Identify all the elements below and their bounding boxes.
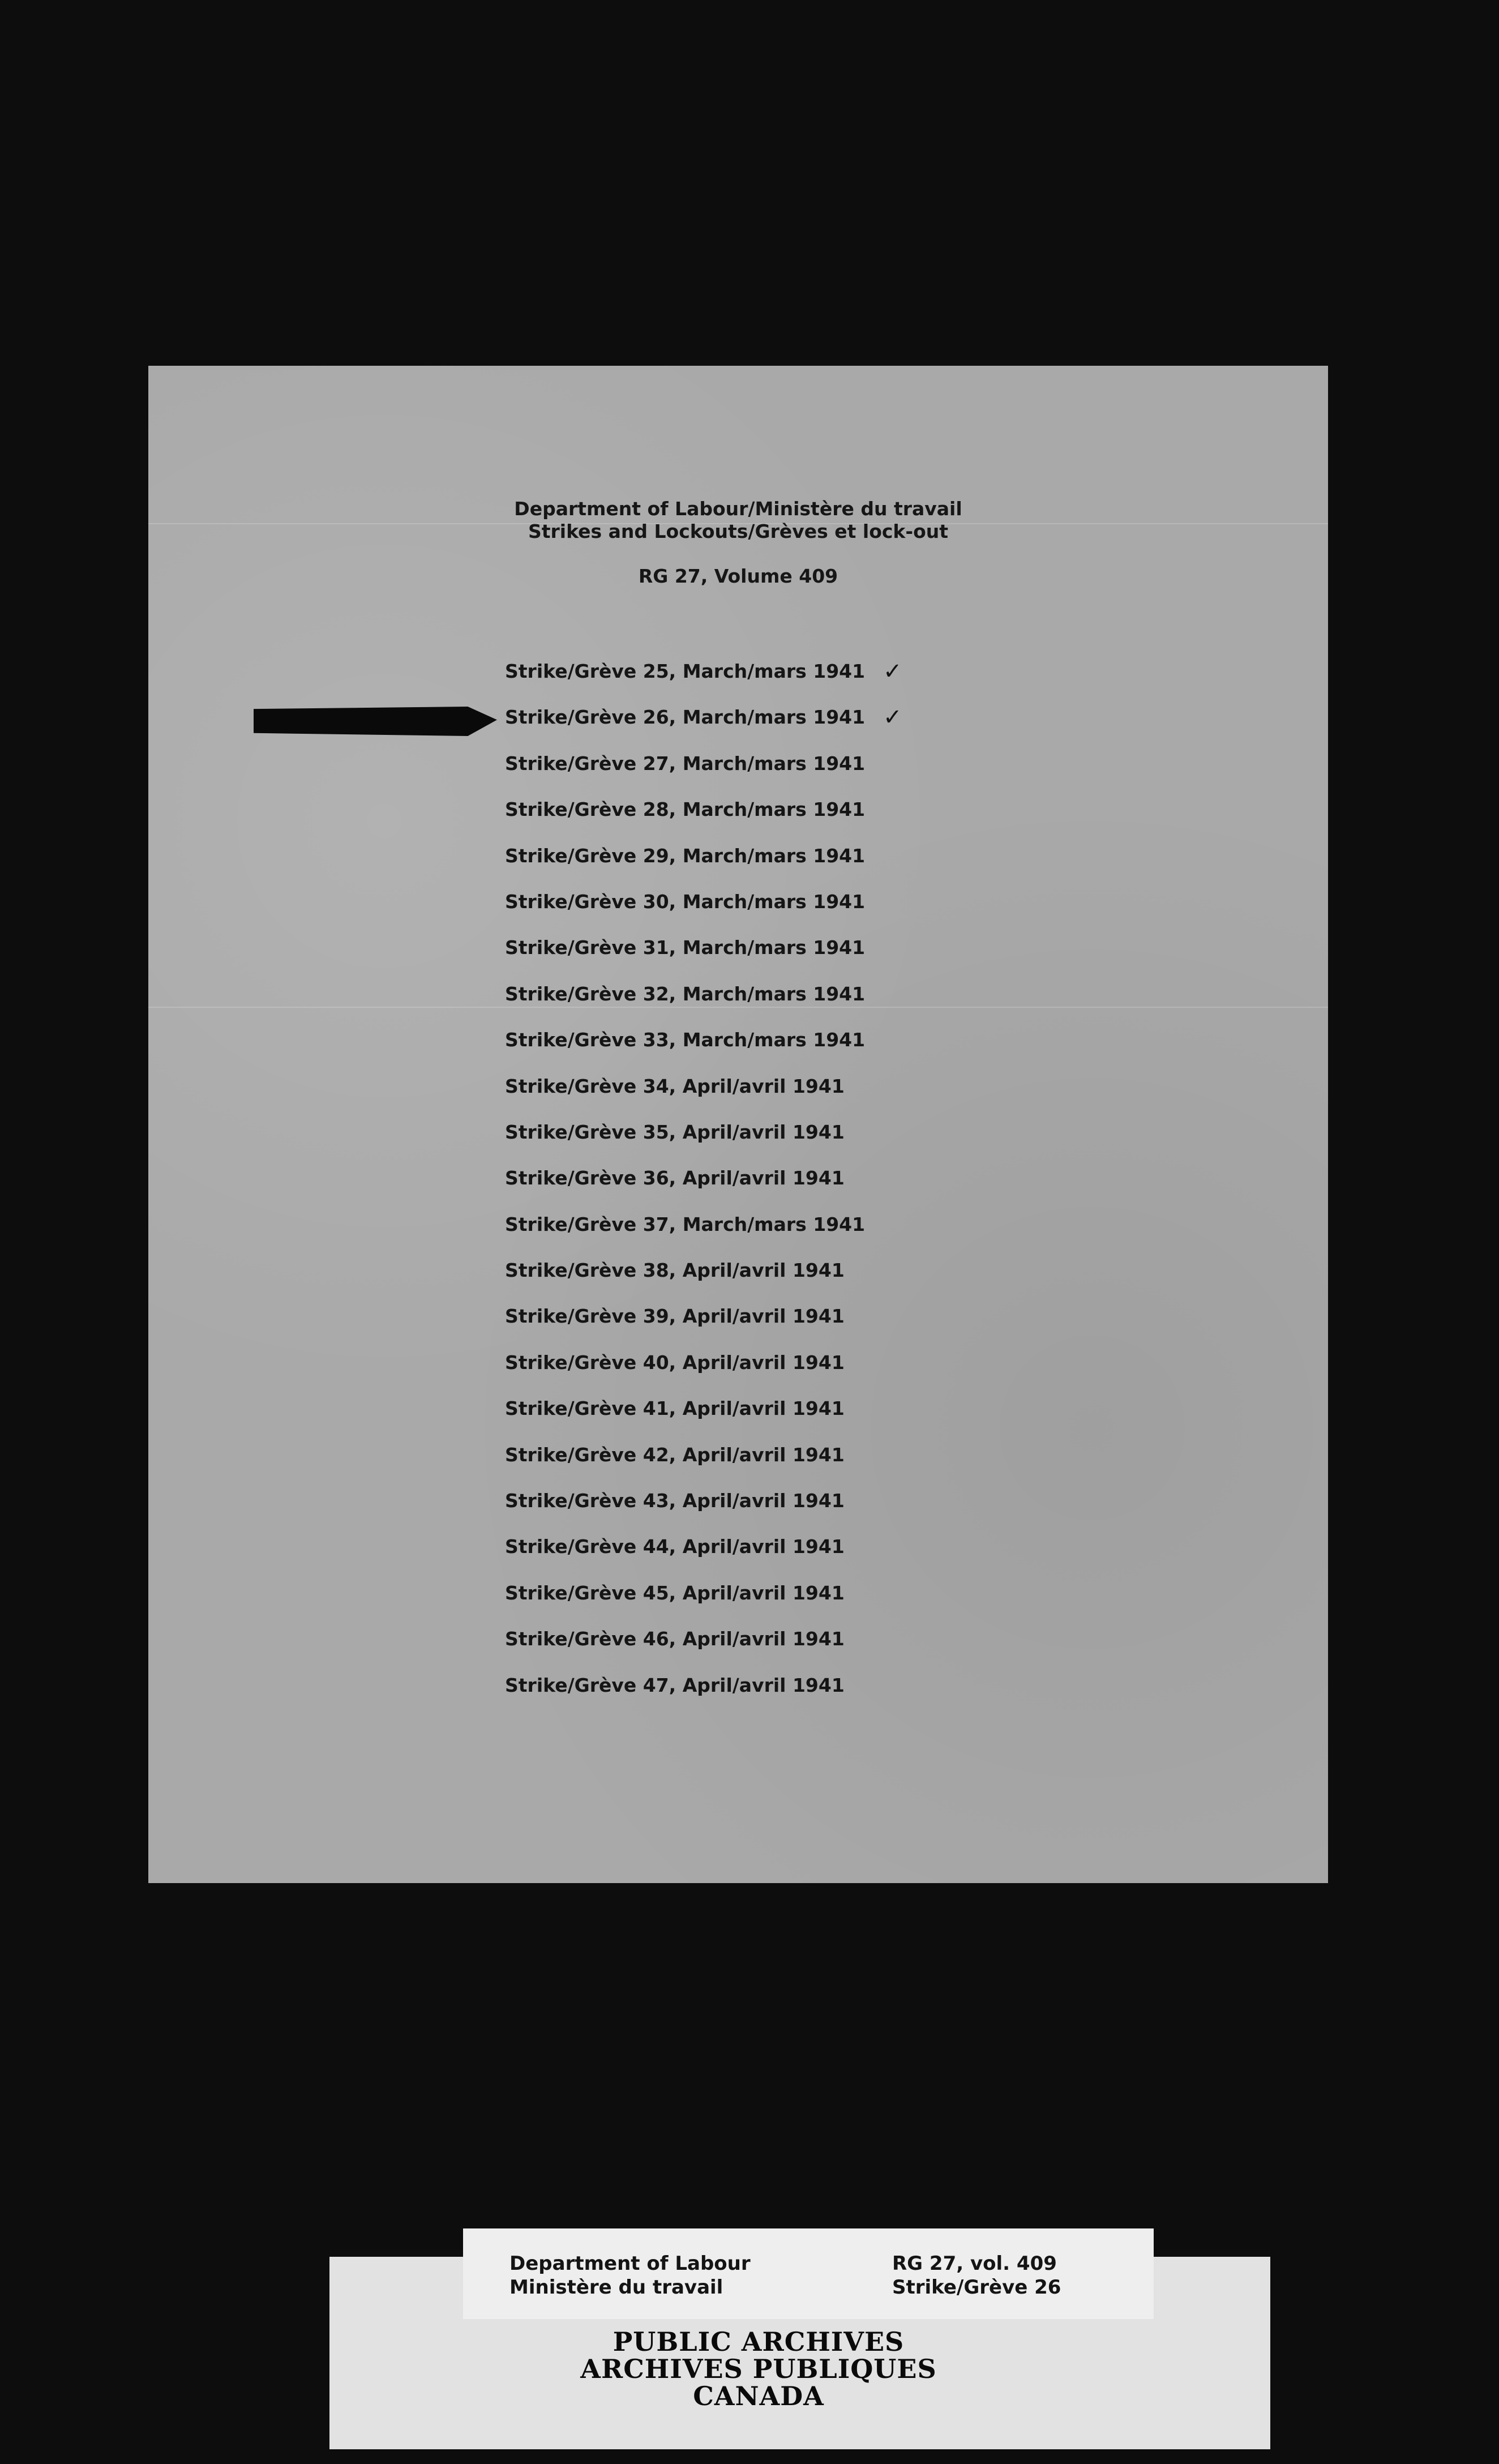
strike-entry-text: Strike/Grève 36, April/avril 1941 <box>505 1167 845 1190</box>
header-line-1: Department of Labour/Ministère du travail <box>514 498 962 520</box>
strike-entry-text: Strike/Grève 43, April/avril 1941 <box>505 1490 845 1512</box>
stamp-line-3: CANADA <box>693 2381 824 2411</box>
strike-entry <box>505 1346 865 1392</box>
strike-entry <box>505 1669 865 1714</box>
strike-entry-text: Strike/Grève 30, March/mars 1941 <box>505 890 866 913</box>
check-mark-icon: ✓ <box>883 704 902 731</box>
stamp-line-1: PUBLIC ARCHIVES <box>613 2326 905 2357</box>
strike-entry-text: Strike/Grève 28, March/mars 1941 <box>505 798 866 821</box>
document-page <box>148 366 1328 1883</box>
strike-entry <box>505 1484 865 1530</box>
strike-entry <box>505 700 902 746</box>
redaction-arrow-mark <box>254 707 497 736</box>
strike-entry <box>505 1576 865 1622</box>
volume-reference: RG 27, Volume 409 <box>638 565 838 587</box>
label-volume: RG 27, vol. 409 <box>892 2252 1057 2275</box>
strike-entry <box>505 1622 865 1668</box>
strike-entry <box>505 1161 865 1207</box>
strike-file-list <box>505 654 902 1714</box>
header-line-2: Strikes and Lockouts/Grèves et lock-out <box>528 520 949 542</box>
strike-entry <box>505 1438 865 1484</box>
strike-entry-text: Strike/Grève 37, March/mars 1941 <box>505 1213 866 1235</box>
strike-entry-text: Strike/Grève 47, April/avril 1941 <box>505 1674 845 1696</box>
strike-entry <box>505 885 865 931</box>
strike-entry-text: Strike/Grève 41, April/avril 1941 <box>505 1397 845 1420</box>
strike-entry <box>505 1070 865 1115</box>
strike-entry-text: Strike/Grève 46, April/avril 1941 <box>505 1628 845 1650</box>
strike-entry-text: Strike/Grève 29, March/mars 1941 <box>505 844 866 867</box>
strike-entry <box>505 1208 865 1254</box>
label-strike: Strike/Grève 26 <box>892 2276 1061 2299</box>
strike-entry-text: Strike/Grève 40, April/avril 1941 <box>505 1351 845 1374</box>
strike-entry <box>505 1299 865 1345</box>
label-dept-en: Department of Labour <box>509 2252 751 2275</box>
check-mark-icon: ✓ <box>883 658 902 685</box>
strike-entry-text: Strike/Grève 35, April/avril 1941 <box>505 1120 845 1143</box>
strike-entry-text: Strike/Grève 31, March/mars 1941 <box>505 936 866 959</box>
strike-entry <box>505 1023 865 1069</box>
strike-entry <box>505 839 865 885</box>
strike-entry-text: Strike/Grève 27, March/mars 1941 <box>505 752 866 775</box>
strike-entry-text: Strike/Grève 33, March/mars 1941 <box>505 1029 866 1051</box>
strike-entry <box>505 977 865 1023</box>
strike-entry-text: Strike/Grève 38, April/avril 1941 <box>505 1259 845 1282</box>
strike-entry-text: Strike/Grève 44, April/avril 1941 <box>505 1535 845 1558</box>
strike-entry <box>505 654 902 700</box>
strike-entry-text: Strike/Grève 26, March/mars 1941 <box>505 706 866 729</box>
strike-entry <box>505 793 865 839</box>
strike-entry-text: Strike/Grève 45, April/avril 1941 <box>505 1581 845 1604</box>
strike-entry-text: Strike/Grève 39, April/avril 1941 <box>505 1305 845 1328</box>
strike-entry-text: Strike/Grève 34, April/avril 1941 <box>505 1075 845 1097</box>
stamp-line-2: ARCHIVES PUBLIQUES <box>580 2354 937 2384</box>
strike-entry-text: Strike/Grève 32, March/mars 1941 <box>505 982 866 1005</box>
strike-entry-text: Strike/Grève 25, March/mars 1941 <box>505 660 866 682</box>
strike-entry <box>505 1530 865 1576</box>
strike-entry-text: Strike/Grève 42, April/avril 1941 <box>505 1443 845 1466</box>
strike-entry <box>505 1115 865 1161</box>
strike-entry <box>505 747 865 793</box>
strike-entry <box>505 931 865 977</box>
strike-entry <box>505 1254 865 1299</box>
label-dept-fr: Ministère du travail <box>509 2276 723 2299</box>
strike-entry <box>505 1392 865 1438</box>
